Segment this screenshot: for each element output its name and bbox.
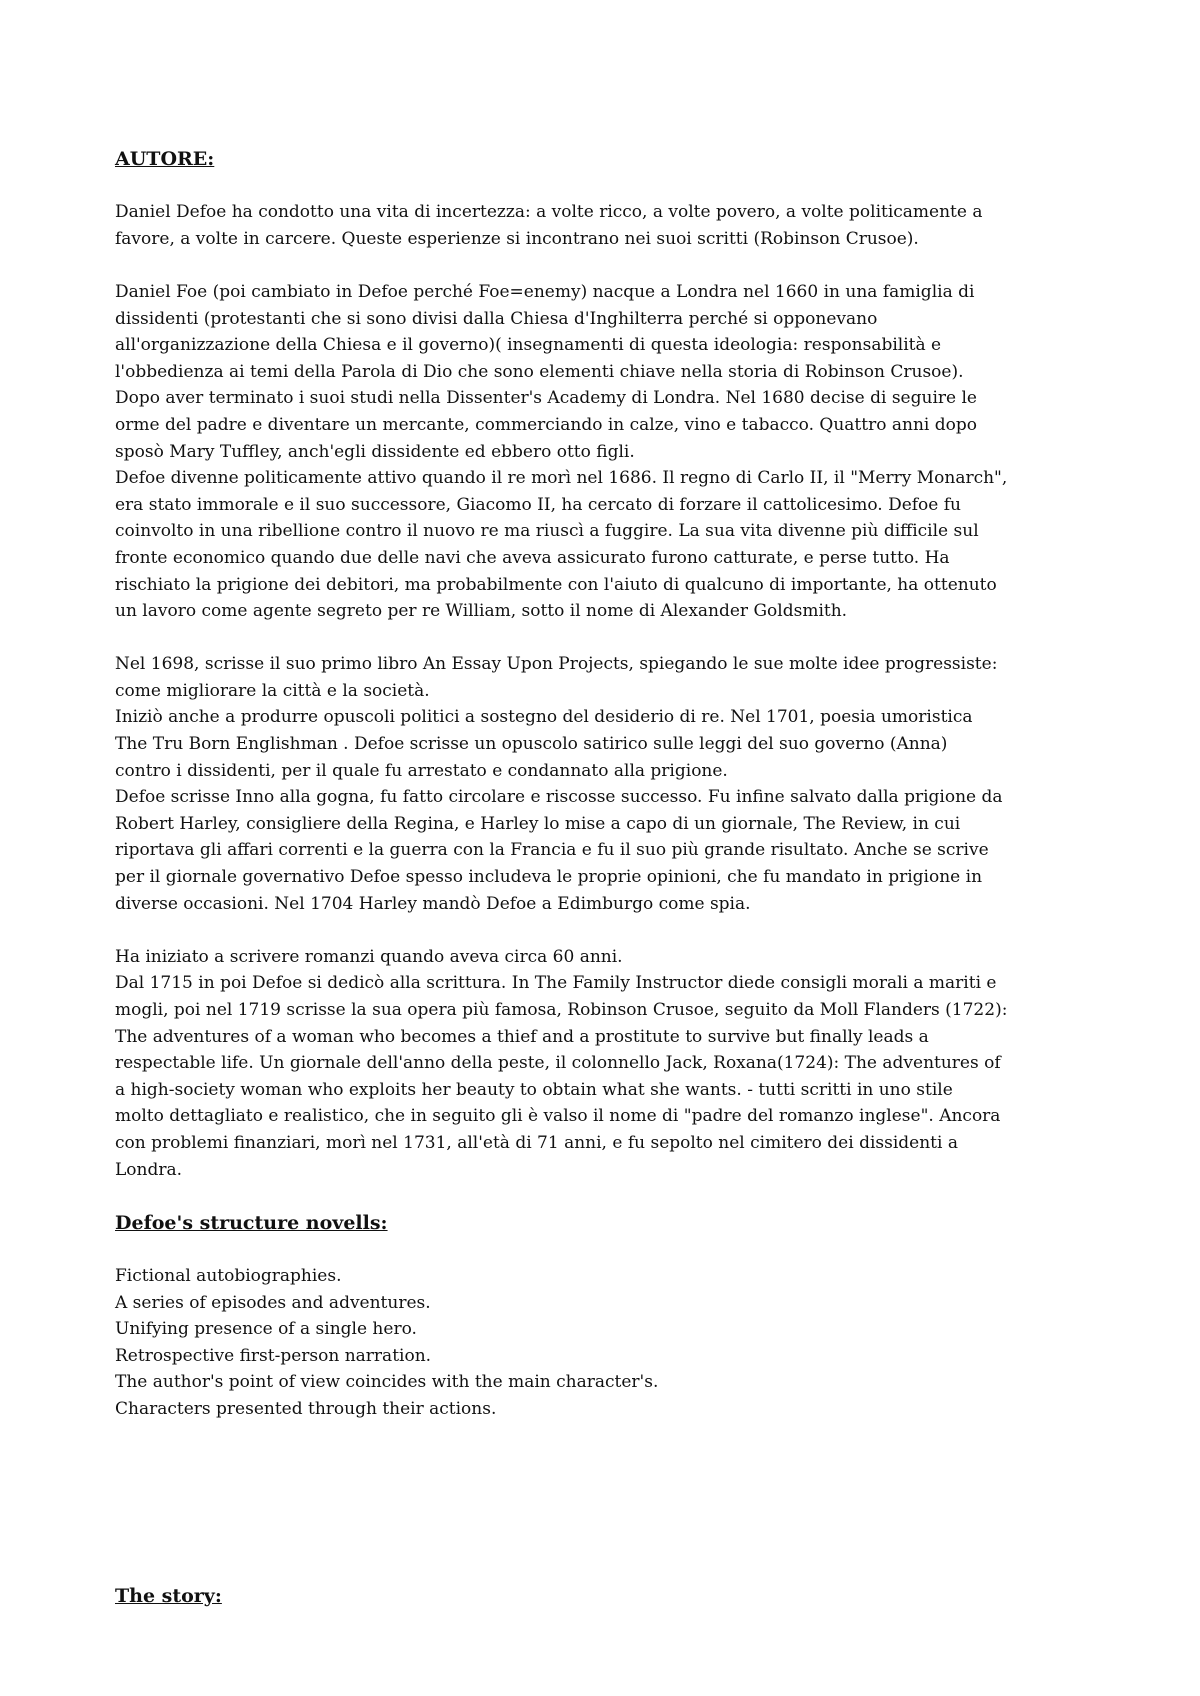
- list-item: Unifying presence of a single hero.: [115, 1319, 417, 1340]
- text-line: dissidenti (protestanti che si sono divisi dalla Chiesa d'Inghilterra perché si opponevano: [115, 308, 878, 329]
- text-line: Dopo aver terminato i suoi studi nella Dissenter's Academy di Londra. Nel 1680 decise di seguire le: [115, 388, 977, 409]
- structure-heading: Defoe's structure novells:: [115, 1211, 388, 1234]
- text-line: come migliorare la città e la società.: [115, 680, 430, 701]
- text-line: Iniziò anche a produrre opuscoli politici a sostegno del desiderio di re. Nel 1701, poesia umoristica: [115, 707, 973, 728]
- list-item: Retrospective first-person narration.: [115, 1345, 432, 1366]
- text-line: per il giornale governativo Defoe spesso includeva le proprie opinioni, che fu mandato in prigione in: [115, 867, 983, 888]
- biography-paragraph-3: [115, 944, 1100, 1183]
- text-line: a high-society woman who exploits her beauty to obtain what she wants. - tutti scritti in uno stile: [115, 1079, 953, 1100]
- document-page: [115, 146, 1100, 1609]
- text-line: favore, a volte in carcere. Queste esperienze si incontrano nei suoi scritti (Robinson Crusoe).: [115, 228, 919, 249]
- text-line: coinvolto in una ribellione contro il nuovo re ma riuscì a fuggire. La sua vita divenne più difficile sul: [115, 521, 979, 542]
- text-line: respectable life. Un giornale dell'anno della peste, il colonnello Jack, Roxana(1724): The adventures of: [115, 1053, 1001, 1074]
- text-line: diverse occasioni. Nel 1704 Harley mandò Defoe a Edimburgo come spia.: [115, 893, 751, 914]
- list-item: Fictional autobiographies.: [115, 1265, 342, 1286]
- author-heading: AUTORE:: [115, 148, 215, 170]
- structure-list: [115, 1263, 1100, 1423]
- text-line: Ha iniziato a scrivere romanzi quando aveva circa 60 anni.: [115, 946, 623, 967]
- list-item: A series of episodes and adventures.: [115, 1292, 431, 1313]
- text-line: l'obbedienza ai temi della Parola di Dio che sono elementi chiave nella storia di Robinson Crusoe).: [115, 361, 964, 382]
- text-line: rischiato la prigione dei debitori, ma probabilmente con l'aiuto di qualcuno di importante, ha ottenuto: [115, 574, 997, 595]
- spacer: [115, 173, 1100, 200]
- text-line: Defoe divenne politicamente attivo quando il re morì nel 1686. Il regno di Carlo II, il "Merry Monarch",: [115, 468, 1008, 489]
- text-line: Defoe scrisse Inno alla gogna, fu fatto circolare e riscosse successo. Fu infine salvato dalla prigione da: [115, 787, 1003, 808]
- text-line: riportava gli affari correnti e la guerra con la Francia e fu il suo più grande risultato. Anche se scrive: [115, 840, 989, 861]
- text-line: era stato immorale e il suo successore, Giacomo II, ha cercato di forzare il cattolicesimo. Defoe fu: [115, 494, 961, 515]
- text-line: The Tru Born Englishman . Defoe scrisse un opuscolo satirico sulle leggi del suo governo (Anna): [115, 734, 948, 755]
- text-line: mogli, poi nel 1719 scrisse la sua opera più famosa, Robinson Crusoe, seguito da Moll Flanders (1722):: [115, 1000, 1008, 1020]
- text-line: un lavoro come agente segreto per re William, sotto il nome di Alexander Goldsmith.: [115, 601, 848, 622]
- story-heading: The story:: [115, 1584, 222, 1607]
- text-line: Robert Harley, consigliere della Regina, e Harley lo mise a capo di un giornale, The Review, in cui: [115, 813, 961, 834]
- spacer: [115, 917, 1100, 944]
- text-line: Londra.: [115, 1159, 183, 1180]
- biography-paragraph-1: [115, 279, 1100, 625]
- spacer: [115, 1423, 1100, 1583]
- biography-paragraph-2: [115, 651, 1100, 917]
- spacer: [115, 1236, 1100, 1263]
- text-line: contro i dissidenti, per il quale fu arrestato e condannato alla prigione.: [115, 760, 728, 781]
- text-line: molto dettagliato e realistico, che in seguito gli è valso il nome di "padre del romanzo inglese". Ancora: [115, 1106, 1001, 1127]
- list-item: The author's point of view coincides with the main character's.: [115, 1372, 659, 1393]
- text-line: con problemi finanziari, morì nel 1731, all'età di 71 anni, e fu sepolto nel cimitero dei dissidenti a: [115, 1132, 958, 1153]
- text-line: sposò Mary Tuffley, anch'egli dissidente ed ebbero otto figli.: [115, 441, 635, 462]
- text-line: Daniel Defoe ha condotto una vita di incertezza: a volte ricco, a volte povero, a volte politicamente a: [115, 202, 983, 223]
- text-line: all'organizzazione della Chiesa e il governo)( insegnamenti di questa ideologia: responsabilità e: [115, 335, 942, 356]
- intro-paragraph: [115, 199, 1100, 252]
- spacer: [115, 252, 1100, 279]
- list-item: Characters presented through their actions.: [115, 1398, 497, 1419]
- text-line: orme del padre e diventare un mercante, commerciando in calze, vino e tabacco. Quattro anni dopo: [115, 414, 977, 435]
- text-line: Daniel Foe (poi cambiato in Defoe perché Foe=enemy) nacque a Londra nel 1660 in una famiglia di: [115, 281, 975, 302]
- spacer: [115, 625, 1100, 652]
- spacer: [115, 1183, 1100, 1210]
- text-line: Nel 1698, scrisse il suo primo libro An Essay Upon Projects, spiegando le sue molte idee progressiste:: [115, 654, 998, 675]
- text-line: The adventures of a woman who becomes a thief and a prostitute to survive but finally leads a: [115, 1026, 929, 1047]
- text-line: Dal 1715 in poi Defoe si dedicò alla scrittura. In The Family Instructor diede consigli morali a mariti e: [115, 973, 997, 994]
- text-line: fronte economico quando due delle navi che aveva assicurato furono catturate, e perse tutto. Ha: [115, 547, 950, 568]
